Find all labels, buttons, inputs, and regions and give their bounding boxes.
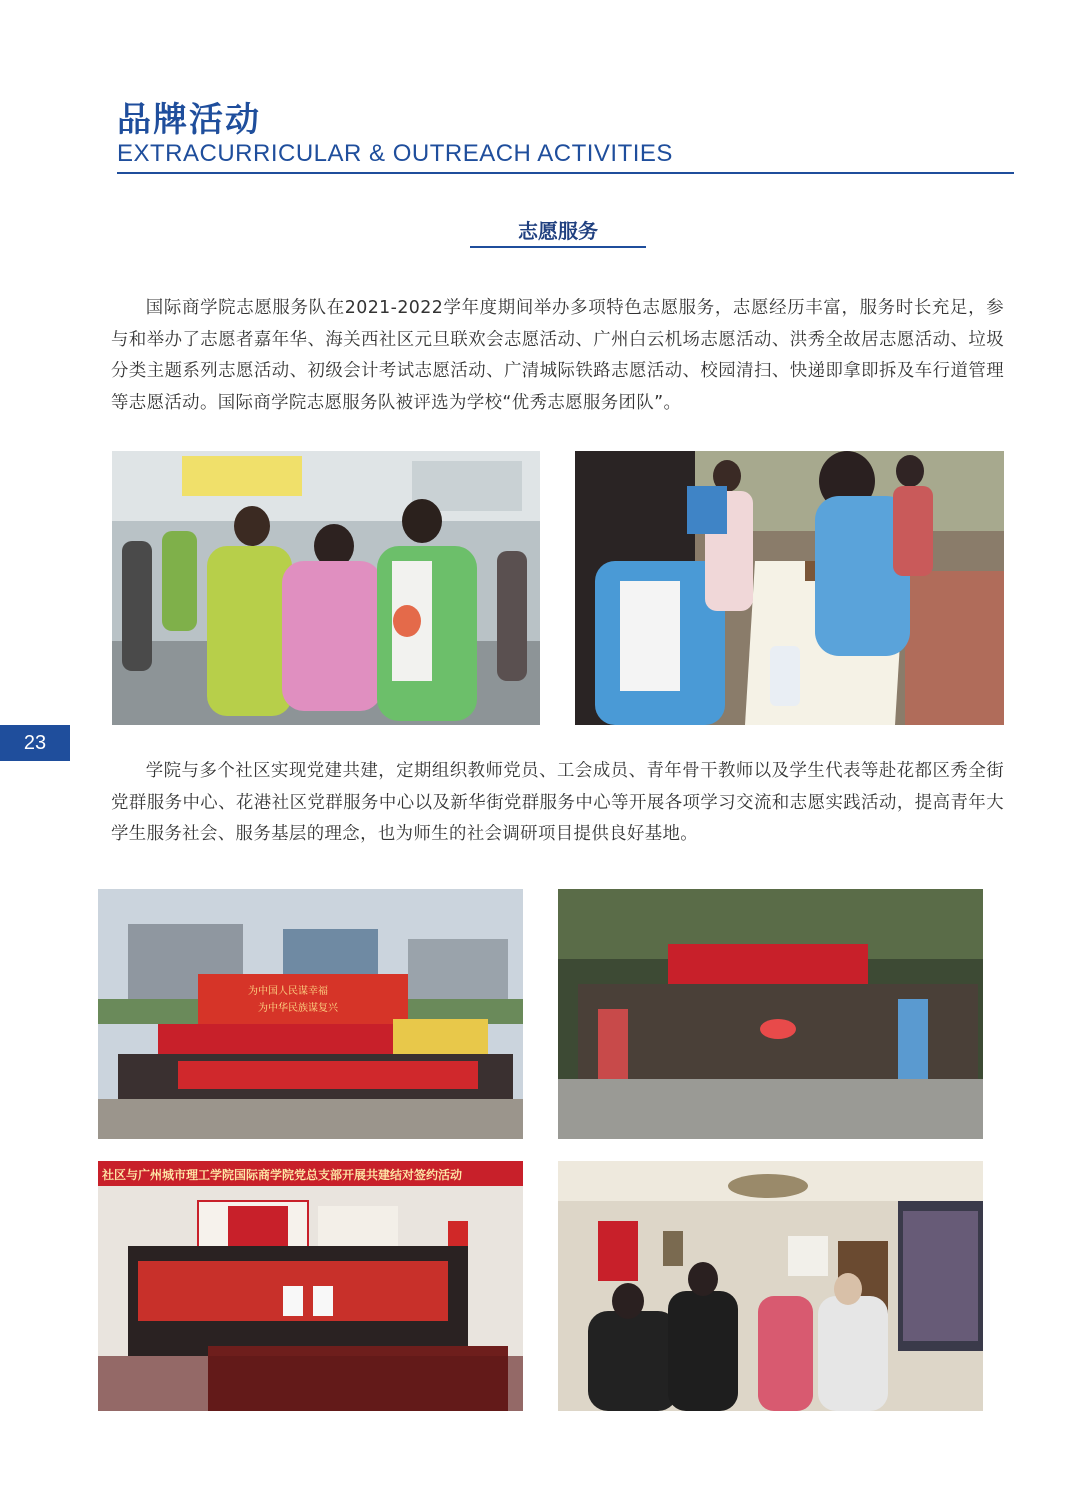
photo-volunteers-at-table xyxy=(575,451,1004,725)
photo-volunteers-heart-gesture xyxy=(112,451,540,725)
banner-1-line-2: 为中华民族谋复兴 xyxy=(258,1003,338,1014)
section-title: 志愿服务 xyxy=(518,219,598,243)
section-underline xyxy=(470,246,646,248)
party-building-paragraph: 学院与多个社区实现党建共建，定期组织教师党员、工会成员、青年骨干教师以及学生代表等赴花都区秀全街党群服务中心、花港社区党群服务中心以及新华街党群服务中心等开展各项学习交流和志愿实践活动，提高青年大学生服务社会、服务基层的理念，也为师生的社会调研项目提供良好基地。 xyxy=(111,761,1004,844)
banner-1-line-1: 为中国人民谋幸福 xyxy=(248,986,328,997)
volunteer-paragraph: 国际商学院志愿服务队在2021-2022学年度期间举办多项特色志愿服务，志愿经历丰富，服务时长充足，参与和举办了志愿者嘉年华、海关西社区元旦联欢会志愿活动、广州白云机场志愿活动、洪秀全故居志愿活动、垃圾分类主题系列志愿活动、初级会计考试志愿活动、广清城际铁路志愿活动、校园清扫、快递即拿即拆及车行道管理等志愿活动。国际商学院志愿服务队被评选为学校“优秀志愿服务团队”。 xyxy=(111,298,1004,413)
page-title: 品牌活动 xyxy=(117,100,261,140)
photo-visiting-elderly xyxy=(558,1161,983,1411)
header-divider xyxy=(117,172,1014,174)
banner-3-text: 社区与广州城市理工学院国际商学院党总支部开展共建结对签约活动 xyxy=(102,1168,463,1182)
photo-community-group xyxy=(558,889,983,1139)
page-number-badge: 23 xyxy=(0,725,70,761)
photo-signing-ceremony xyxy=(98,1161,523,1411)
photo-group-with-red-banners xyxy=(98,889,523,1139)
page-subtitle: EXTRACURRICULAR & OUTREACH ACTIVITIES xyxy=(117,140,673,167)
